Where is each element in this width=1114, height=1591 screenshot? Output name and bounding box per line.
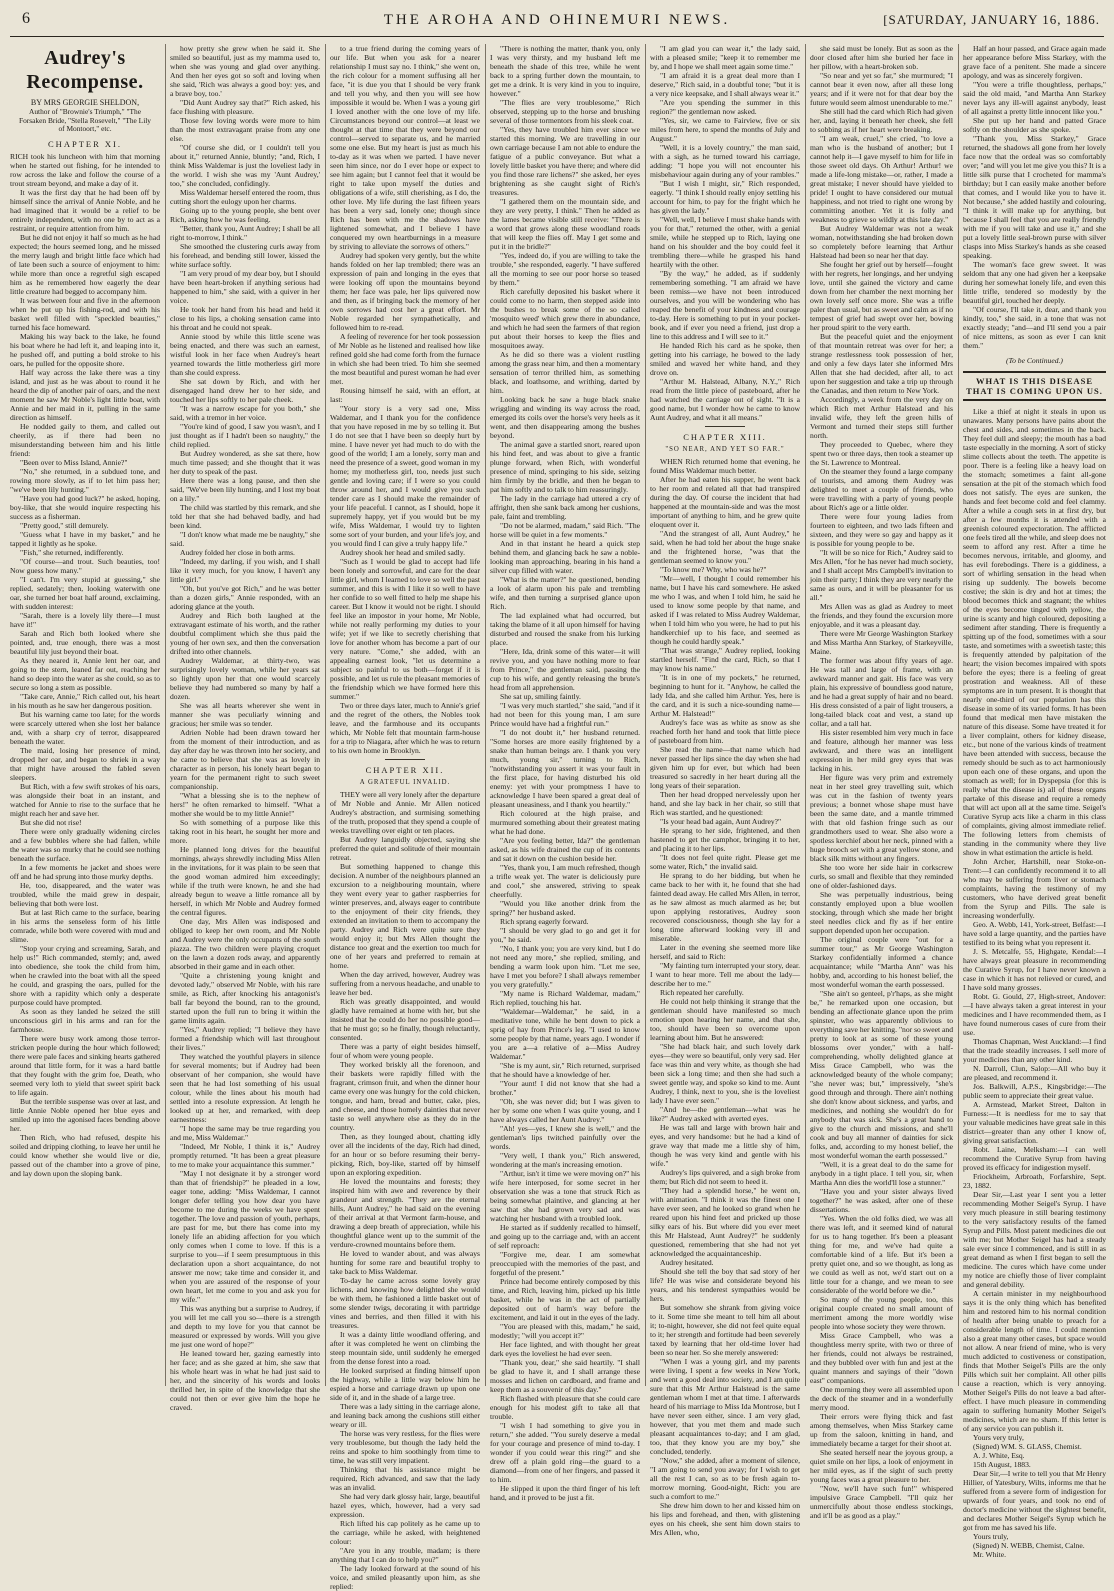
paragraph: He started as if suddenly recalled to himself, and going up to the carriage and, with an accent of self reproach: [490, 1223, 640, 1250]
paragraph: "Yes, they have troubled him ever since we started this morning. We are travelling in our own carriage because I am not able to endure the fatigue of a public conveyance. But what a lovely little basket you have there; and where did you find those rare lichens?" she asked, her eyes brightening as she caught sight of Rich's treasures. [490, 125, 640, 197]
paragraph: But the terrible suspense was over at last, and little Annie Noble opened her blue eyes and smiled up into the agonised faces bending above her. [10, 1096, 160, 1133]
paragraph: "But I wish I might, sir," Rich responded, eagerly. "I think I should really enjoy settling his account for him, to pay for the fright which he has given the lady." [650, 179, 800, 215]
paragraph: So with something of a purpose like this taking root in his heart, he sought her more and more. [170, 818, 320, 845]
paragraph: When the day arrived, however, Audrey was suffering from a nervous headache, and unable to leave her bed. [330, 970, 480, 997]
paragraph: 15th August, 1883. [973, 1460, 1031, 1469]
paragraph: "I should be very glad to go and get it for you," he said. [490, 926, 640, 944]
paragraph: But Rich, with a few swift strokes of his oars, was alongside their boat in an instant, and watched for Annie to rise to the surface that he might reach her and save her. [10, 781, 160, 818]
paragraph: "Indeed, Mr Noble, I think it is," Audrey promptly returned. "It has been a great pleasure to me to make your acquaintance this summer." [170, 1142, 320, 1169]
paragraph: They worked briskly all the forenoon, and their baskets were rapidly filled with the fragrant, crimson fruit, and when the dinner hour came every one was hungry for the cold chicken, tongue, and ham, bread and butter, cake, pies, and cheese, and those homely dainties that never taste so well anywhere else as they do in the country. [330, 1060, 480, 1132]
paragraph: A. Armstead, Market Street, Dalton in Furness:—It is needless for me to say that your valuable medicines have great sale in this district—greater than any other I know of, giving great satisfaction. [963, 1100, 1106, 1145]
paragraph: She seated herself near the joyous group, a quiet smile on her lips, a look of enjoyment in her mild eyes, as if the sight of such pretty young faces was a great pleasure to her. [810, 1448, 953, 1484]
paragraph: "Of course—and trout. Such beauties, too! Now guess how many." [10, 556, 160, 575]
paragraph: "Have you had good luck?" he asked, hoping, boy-like, that she would inquire respecting his success as a fisherman. [10, 493, 160, 521]
paragraph: Prince had become entirely composed by this time, and Rich, leaving him, picked up his little basket, while he was in the act of partially deposited out of harm's way before the excitement, and laid it out in the eyes of the lady. [490, 1277, 640, 1322]
paragraph: Audrey folded her close in both arms. [180, 548, 295, 557]
column-divider [958, 44, 959, 1386]
paragraph: He loved to wander about, and was always hunting for some rare and beautiful trophy to take back to Miss Waldemar. [330, 1249, 480, 1276]
paragraph: Audrey shook her head and smiled sadly. [340, 548, 465, 557]
paragraph: "I can't. I'm very stupid at guessing," she replied, sedately; then, looking waterwith one oar, she turned her boat half around, exclaiming, with sudden interest: [10, 574, 160, 611]
paragraph: As they neared it, Annie lent her oar, and going to the stern, leaned far out, reaching her hand so deep into the water as she could, so as to secure so long a stem as possible. [10, 655, 160, 692]
column-divider [645, 44, 646, 1386]
paragraph: After he had eaten his supper, he went back to her room and related all that had transpired during the day. Of course the incident that had happened at the mountain-side and was the most important of anything to him, and he grew quite eloquent over it. [650, 475, 800, 529]
paragraph: He loved the mountains and forests; they inspired him with awe and reverence by their grandeur and strength. "They are the eternal hills, Aunt Audrey," he had said on the evening of their arrival at that Vermont farm-house, and drawing a deep breath of appreciation, while his thoughtful glance went up to the summit of the verdure-crowned mountains before them. [330, 1177, 480, 1249]
paragraph: "It will be so nice for Rich," Audrey said to Mrs Allen, "for he has never had much society, and I shall accept Mrs Campbell's invitation to join their party; I think they are very nearly the same as ours, and it will be pleasanter for us all." [810, 548, 953, 602]
paragraph: There were busy work among those terror-stricken people during the hour which followed; there were pale faces and sinking hearts gathered around that little form, for it was a hard battle that they fought with the grim foe, Death, who seemed very loth to yield that sweet spirit back to life again. [10, 1033, 160, 1097]
paragraph: "Here, Ida, drink some of this water—it will revive you, and you have nothing more to fear from Prince," the gentleman said, passing the cup to his wife, and gently releasing the brute's head from all apprehension. [490, 647, 640, 692]
paragraph: "Well, well, I believe I must shake hands with you for that," returned the other, with a genial smile, while he stepped up to Rich, laying one hand on his shoulder and the boy could feel it trembling there—while he grasped his hand heartily with the other. [650, 215, 800, 269]
paragraph: He sprang to her side, frightened, and then hastened to get the camphor, bringing it to her, and placing it to her lips. [650, 826, 800, 853]
column-6-body [810, 44, 953, 1520]
paragraph: "Are you feeling better, Ida?" the gentleman asked, as his wife drained the cup of its contents and sat it down on the cushion beside her. [490, 836, 640, 863]
chapter-subtitle-13: "SO NEAR, AND YET SO FAR." [665, 446, 785, 453]
paragraph: She sat up, smiling faintly. [500, 692, 581, 701]
section-rule [705, 426, 745, 427]
paragraph: Rich coloured at the high praise, and murmured something about their greatest mating what he had done. [490, 809, 640, 836]
paragraph: "Yes, indeed do, if you are willing to take the trouble," she responded, eagerly. "I have suffered all the morning to see our poor horse so teased by them." [490, 251, 640, 287]
paragraph: But somehow she shrank from giving voice to it. Some time she meant to tell him all about it; to-night, however, she did not feel quite equal to it; her strength and fortitude had been severely taxed by learning that her old-time lover had been so near her. So she merely answered: [650, 1303, 800, 1357]
paragraph: "Well, it is a lovely country," the man said, with a sigh, as he turned toward his carriage, adding: "I hope you will not encounter his misbehaviour again during any of your rambles." [650, 143, 800, 179]
paragraph: "I am weak, cruel," she cried, "to love a man who is the husband of another; but I cannot help it—I gave myself to him for life in those sweet old days. Oh Arthur! Arthur! we made a life-long mistake—or, rather, I made a great mistake; I never should have yielded to pride! I ought to have considered our mutual happiness, and not tried to right one wrong by committing another. Yet it is folly and weakness to grieve so wildly at this late day." [810, 134, 953, 224]
column-1 [10, 44, 160, 1386]
paragraph: Audrey Waldemar, at thirty-two, was surprisingly lovely woman, while her years sat so lightly upon her that one would scarcely believe they had numbered so many by half a dozen. [170, 656, 320, 701]
paragraph: But Audrey wondered, as she sat there, how much time passed; and she thought that it was her duty to speak of the past. [170, 449, 320, 476]
paragraph: He was tall and large with brown hair and eyes, and very handsome: but he had a kind of grave way that made me a little shy of him, though he was very kind and gentle with his wife." [650, 1123, 800, 1168]
column-3 [330, 44, 480, 1591]
paragraph: Thomas Chapman, West Auckland:—I find that the trade steadily increases. I sell more of your medicines than any other kind. [963, 1037, 1106, 1064]
paragraph: Rich carefully deposited his basket where it could come to no harm, then stepped aside into the bushes to break some of the so called 'mosquito weed' which grew there in abundance, and which he had seen the farmers of that region put about their horses to keep the flies and mosquitoes away. [490, 287, 640, 350]
paragraph: "Of course, I'll take it, dear, and thank you kindly, too," she said, in a tone that was not exactly steady; "and—and I'll send you a pair of nice mittens, as soon as ever I can knit them." [963, 305, 1106, 350]
paragraph: The lad explained what had occurred, but taking the blame of it all upon himself for having disturbed and roused the snake from his lurking place. [490, 611, 640, 647]
paragraph: The lady looked forward at the sound of his voice, and smiled pleasantly upon him, as she replied: [330, 1564, 480, 1591]
paragraph: "It was a narrow escape for you both," she said, with a tremor in her voice. [170, 404, 320, 422]
newspaper-title: THE AROHA AND OHINEMURI NEWS. [383, 12, 731, 28]
paragraph: Audrey hesitated. [660, 1258, 714, 1267]
paragraph: "So near and yet so far," she murmured; "I cannot bear it even now, after all these long years; and if it were not for that dear boy the future would seem almost unendurable to me." [810, 71, 953, 107]
paragraph: It was between four and five in the afternoon when he put up his fishing-rod, and with his basket well filled with "speckled beauties," turned his face homeward. [10, 295, 160, 332]
paragraph: "Are you in any trouble, madam; is there anything that I can do to help you?" [330, 1546, 480, 1564]
paragraph: "Quite a christening young knight and devoted lady," observed Mr Noble, with his rare smile, as Rich, after knocking his antagonist's ball far beyond the bound, ran to the ground, started upon the full run to bring it within the game limits again. [170, 971, 320, 1025]
paragraph: "I don't know what made me be naughty," she said. [170, 530, 320, 548]
paragraph: She too wore her side hair in corkscrew curls, so small and flexible that they reminded one of older-fashioned days. [810, 863, 953, 890]
paragraph: She sat down by Rich, and with her disengaged hand drew her to her side, and touched her lips softly to her pale cheek. [170, 377, 320, 404]
paragraph: "Been over to Miss Island, Annie?" [20, 457, 128, 467]
paragraph: The woman's face grew sweet. It was seldom that any one had given her a keepsake during her somewhat lonely life, and even this little trifle, tendered so modestly by the beautiful girl, touched her deeply. [963, 260, 1106, 305]
paragraph: "Better, thank you, Aunt Audrey; I shall be all right to-morrow, I think." [170, 224, 320, 242]
paragraph: "Waldemar—Waldemar," he said, in a meditative tone, while he bent down to pick a sprig of hay from Prince's leg. "I used to know some people by that name, years ago. I wonder if you are a—a relative of a—Miss Audrey Waldemar." [490, 1007, 640, 1061]
paragraph: Audrey had spoken very gently, but the white hands folded on her lap trembled; there was an expression of pain and longing in the eyes that were looking off upon the mountains beyond them; her face was pale, her lips quivered now and then, as if bringing back the memory of her own sorrows had cost her a great effort. Mr Noble regarded her sympathetically, and followed him to re-read. [330, 251, 480, 332]
paragraph: The animal gave a startled snort, reared upon his hind feet, and was about to give a frantic plunge forward, when Rich, with wonderful presence of mind, springing to his side, seizing him firmly by the bridle, and then he began to pat him softly and to talk to him reassuringly. [490, 440, 640, 494]
chapter-subtitle-12: A GRATEFUL INVALID. [359, 779, 451, 786]
paragraph: To-day he came across some lovely gray lichens, and knowing how delighted she would be with them, he fashioned a little basket out of some slender twigs, decorating it with partridge vines and berries, and then filled it with his treasures. [330, 1276, 480, 1330]
column-6 [810, 44, 953, 1520]
paragraph: It was the first day that he had been off by himself since the arrival of Annie Noble, and he had imagined that it would be a relief to be entirely independent, with no one by to act as a restraint, or require attention from him. [10, 187, 160, 233]
paragraph: "Arthur, isn't it time we were moving on?" his wife here interposed, for some secret in her observation she was a tone that struck Rich as being somewhat plaintive, and glancing at her saw that she had grown very sad and was watching her husband with a troubled look. [490, 1169, 640, 1223]
paragraph: Robt. Laine, Melksham:—I can well recommend the Curative Syrup from having proved its efficacy for indigestion myself. [963, 1145, 1106, 1172]
paragraph: "What a blessing she is to the nephew of hers!" he often remarked to himself. "What a mother she would be to my little Annie!" [170, 791, 320, 818]
paragraph: He leaned toward her, gazing earnestly into her face; and as she gazed at him, she saw that his whole heart was in what he had just said to her, and the sincerity of his words and looks thrilled her, in spite of the knowledge that she could not then or ever give him the hope he craved. [170, 1349, 320, 1412]
paragraph: As soon as they landed he seized the still unconscious girl in his arms and ran for the farmhouse. [10, 1006, 160, 1034]
paragraph: But Audrey languidly objected, saying she preferred the quiet and solitude of their mountain retreat. [330, 835, 480, 862]
paragraph: "Arthur M. Halstead, Albany, N.Y.," Rich read from the little piece of pasteboard, after he had watched the carriage out of sight. "It is a good name, but I wonder how he came to know Aunt Audrey, and what it all means." [650, 377, 800, 422]
paragraph: Accordingly, a week from the very day on which Rich met Arthur Halstead and his invalid wife, they left the green hills of Vermont and turned their steps still further north. [810, 395, 953, 440]
paragraph: Here there was a long pause, and then she said, "We've been lily hunting, and I lost my boat on a lily." [170, 476, 320, 503]
paragraph: She drew him down to her and kissed him on his lips and forehead, and then, with glistening eyes on his cheek, she sent him down stairs to Mrs Allen, who, [650, 1501, 800, 1537]
paragraph: "That was strange," Audrey replied, looking startled herself. "Find the card, Rich, so that I may know his name." [650, 646, 800, 673]
paragraph: There was a party of eight besides himself, four of whom were young people. [330, 1042, 480, 1060]
column-5-body-b [650, 457, 800, 1537]
column-2 [170, 44, 320, 1412]
story-title: Audrey's Recompense. [26, 47, 144, 93]
paragraph: "Very well, I thank you," Rich answered, wondering at the man's increasing emotion. [490, 1151, 640, 1169]
paragraph: "May I not designate it by a stronger word than that of friendship?" he pleaded in a low, eager tone, adding: "Miss Waldemar, I cannot longer defer telling you how dear you have become to me during the weeks we have spent together. The love and passion of youth, perhaps, are past for me, but there has come into my lonely life an abiding affection for you which only comes when I come to love. If this is a surprise to you—if I seem presumptuous in this declaration upon a short acquaintance, do not answer me now; take time and consider it, and when you are assured of the response of your own heart, let me come to you and ask you for my wife." [170, 1169, 320, 1304]
paragraph: Audrey and Rich both laughed at the extravagant estimate of his worth, and the rather doubtful compliment which she thus paid the young of her own sex, and then the conversation drifted into other channels. [170, 611, 320, 656]
paragraph: So many of the young people, too, this original couple created no small amount of merriment among the more worldly wise people into whose society they were thrown. [810, 1295, 953, 1331]
paragraph: Thinking that his assistance might be required, Rich advanced, and saw that the lady was an invalid. [330, 1465, 480, 1492]
paragraph: On the steamer they found a large company of tourists, and among them Audrey was delighted to meet a couple of friends, who were travelling with a party of young people about Rich's age or a little older. [810, 467, 953, 512]
column-divider [165, 44, 166, 1386]
paragraph: The former was about fifty years of age. He was tall and large of frame, with an awkward manner and gait. His face was very plain, his expressive of boundless good nature, and he had a great supply of hair and no beard. His dress consisted of a pair of light trousers, a long-tailed black coat and vest, a stand up collar, and a tall hat. [810, 656, 953, 728]
column-2-body [170, 44, 320, 1412]
paragraph: A feeling of reverence for her took possession of Mr Noble as he listened and realised how like refined gold she had come forth from the furnace in which she had been tried. To him she seemed the most beautiful and purest woman he had ever met. [330, 332, 480, 386]
paragraph: This was anything but a surprise to Audrey, if you will let me call you so—there is a strength and depth to my love for you that cannot be measured or expressed by words. Will you give me just one word of hope?" [170, 1304, 320, 1349]
paragraph: Mr. White. [973, 1550, 1006, 1559]
paragraph: J. S. Metcalfe, 55, Highgate, Kendal:—I have always great pleasure in recommending the Curative Syrup, for I have never known a case in which it has not relieved or cured, and I have sold many grosses. [963, 947, 1106, 992]
paragraph: He planned long drives for the beautiful mornings, always shrewdly including Miss Allen in the invitations, for it was plain to be seen that the good woman admired him exceedingly; while if the truth were known, he and she had already begun to weave a little romance all by herself, in which Mr Noble and Audrey formed the central figures. [170, 845, 320, 917]
paragraph: "Now," she added, after a moment of silence, "I am going to send you away; for I wish to get all the rest I can, so as to be fresh again to-morrow morning. Good-night, Rich: you are such a comfort to me." [650, 1456, 800, 1501]
paragraph: "Thank you, dear," she said heartily. "I shall be glad to have it, and I shall arrange these mosses and lichen on cardboard, and frame and keep them as a souvenir of this day." [490, 1358, 640, 1394]
paragraph: THEY were all very lonely after the departure of Mr Noble and Annie. Mr Allen noticed Audrey's abstraction, and surmising something of the truth, proposed that they spend a couple of weeks travelling over eight or ten places. [330, 790, 480, 835]
paragraph: Dear Sir,—Last year I sent you a letter recommending Mother Seigel's Syrup. I have very much pleasure in still bearing testimony to the very satisfactory results of the famed Syrup and Pills. Most patent medicines die out with me; but Mother Seigel has had a steady sale ever since I commenced, and is still in as great demand as when I first began to sell the medicine. The cures which have come under my notice are chiefly those of liver complaint and general debility. [963, 1190, 1106, 1289]
column-5 [650, 44, 800, 1537]
paragraph: "I am very proud of my dear boy, but I should have been heart-broken if anything serious had happened to him," she said, with a quiver in her voice. [170, 269, 320, 305]
paragraph: There was a lady sitting in the carriage alone, and leaning back among the cushions still either weary or ill. [330, 1402, 480, 1429]
paragraph: Looking back he saw a huge black snake wriggling and winding its way across the road, emerged its coils over the horse's very heels as it went, and then disappearing among the bushes beyond. [490, 395, 640, 440]
paragraph: "You are pleased with this, madam," he said, modestly; "will you accept it?" [490, 1322, 640, 1340]
paragraph: Friockheim, Arbroath, Forfarshire, Sept. 23, 1882. [963, 1172, 1106, 1190]
masthead-rule [10, 36, 1104, 37]
paragraph: "Are you spending the summer in this region?" the gentleman now asked. [650, 98, 800, 116]
paragraph: "No, I thank you; you are very kind, but I do not need any more," she replied, smiling, and bending a warm look upon him. "Let me see, have I met you before? I shall always remember you very gratefully." [490, 944, 640, 989]
issue-date: [SATURDAY, JANUARY 16, 1886. [883, 12, 1100, 27]
paragraph: John Archer, Hartshill, near Stoke-on-Trent:—I can confidently recommend it to all who may be suffering from liver or stomach complaints, having the testimony of my customers, who have derived great benefit from the Syrup and Pills. The sale is increasing wonderfully. [963, 857, 1106, 920]
paragraph: "There is nothing the matter, thank you, only I was very thirsty, and my husband left me beneath the shade of this tree, while he went back to a spring further down the mountain, to get me a drink. It is very kind in you to inquire, however." [490, 44, 640, 98]
column-3-body-b [330, 790, 480, 1591]
paragraph: She had very dark glossy hair, large, beautiful hazel eyes, which, however, had a very sad expression. [330, 1492, 480, 1519]
paragraph: She was perpetually industrious, being constantly employed upon a blue woollen stocking, through which she made her bright steel needles click and fly as if her entire support depended upon her occupation. [810, 890, 953, 935]
advertisement-title: WHAT IS THIS DISEASE THAT IS COMING UPON US. [966, 376, 1103, 396]
paragraph: Adrien Noble had been drawn toward her from the moment of their introduction, and as day after day he was thrown into her society, and he came to believe that she was as lovely in character as in person, his lonely heart began to yearn for the permanent right to such sweet companionship. [170, 728, 320, 791]
paragraph: "Of course she did, or I couldn't tell you about it," returned Annie, bluntly; "and, Rich, I think Miss Waldemar is just the loveliest lady in the world. I wish she was my 'Aunt Audrey,' too," she concluded, confidingly. [170, 143, 320, 188]
column-4 [490, 44, 640, 1502]
paragraph: She smoothed the clustering curls away from his forehead, and bending still lower, kissed the white surface softly. [170, 242, 320, 269]
paragraph: "You were a trifle thoughtless, perhaps," said the old maid, "and Martha Ann Starkey never lays any ill-will against anybody, least of all against a pretty little innocent like you." [963, 80, 1106, 116]
paragraph: But he did not enjoy it half so much as he had expected; the hours seemed long, and he missed the merry laugh and bright little face which had of late been such a source of enjoyment to him: while more than once a regretful sigh escaped him as he remembered how eagerly the dear little creature had begged to accompany him. [10, 232, 160, 296]
paragraph: "I am afraid it is a great deal more than I deserve," Rich said, in a doubtful tone; "but it is a very nice keepsake, and I shall always wear it." [650, 71, 800, 98]
paragraph: But something happened to change this decision. A number of the neighbours planned an excursion to a neighbouring mountain, where they went every year to gather raspberries for winter preserves, and, always eager to contribute to the enjoyment of their city friends, they extended an invitation to them to accompany the party. Audrey and Rich were quite sure they would enjoy it; but Mrs Allen thought the distance too great and the exertion too much for one of her years and preferred to remain at home. [330, 862, 480, 970]
paragraph: There were Mr George Washington Starkey and Miss Martha Ann Starkey, of Starkeyville, Maine. [810, 629, 953, 656]
paragraph: "My fainting turn interrupted your story, dear. I want to hear more. Tell me about the lady—describe her to me." [650, 961, 800, 988]
paragraph: Half way across the lake there was a tiny island, and just as he was about to round it he heard the dip of another pair of oars, and the next moment he saw Mr Noble's light little boat, with Annie and her maid in it, pulling in the same direction as himself. [10, 367, 160, 422]
paragraph: (Signed) WM. S. GLASS, Chemist. [973, 1442, 1082, 1451]
story-byline: BY MRS GEORGIE SHELDON, [30, 98, 140, 107]
to-be-continued: (To be Continued.) [1006, 356, 1063, 365]
paragraph: "Now, we'll have such fun!" whispered impulsive Grace Campbell. "I'll quiz her unmercifully about those endless stockings, and it'll be as good as a play." [810, 1484, 953, 1520]
paragraph: "And the strangest of all, Aunt Audrey," he said, when he had told her about the huge snake and the frightened horse, "was that the gentleman seemed to know you." [650, 529, 800, 565]
paragraph: Then her head dropped nervelessly upon her hand, and she lay back in her chair, so still that Rich was startled, and he questioned: [650, 790, 800, 817]
paragraph: But his warning came too late; for the words were scarcely uttered when she lost her balance and, with a sharp cry of terror, disappeared beneath the water. [10, 709, 160, 746]
column-3-body-a [330, 44, 480, 755]
paragraph: "Do not be alarmed, madam," said Rich. "The horse will be quiet in a few moments." [490, 521, 640, 539]
paragraph: "My name is Richard Waldemar, madam," Rich replied, touching his hat. [490, 989, 640, 1007]
column-5-body-a [650, 44, 800, 422]
paragraph: She put up her hand and patted Grace softly on the shoulder as she spoke. [963, 116, 1106, 134]
paragraph: "I hope the same may be true regarding you and me, Miss Waldemar." [170, 1124, 320, 1142]
paragraph: One day, Mrs Allen was indisposed and obliged to keep her own room, and Mr Noble and Audrey were the only occupants of the south piazza. The two children were playing croquet on the lawn a dozen rods away, and apparently absorbed in their game and in each other. [170, 917, 320, 971]
paragraph: "Take care, Annie," Rich called out, his heart in his mouth as he saw her dangerous position. [10, 691, 160, 710]
paragraph: Rich sprang eagerly forward. [500, 917, 589, 926]
paragraph: He took her hand from his head and held it close to his lips, a choking sensation came into his throat and he could not speak. [170, 305, 320, 332]
paragraph: "When I was a young girl, and my parents were living, I spent a few weeks in New York, and went a good deal into society, and I am quite sure that this Mr Arthur Halstead is the same gentleman whom I met at that time. I afterwards heard of his marriage to Miss Ida Montrose, but I have never seen either, since. I am very glad, however, that you met them and made such pleasant acquaintances to-day; and I am glad, too, that they know you are my boy," she concluded, tenderly. [650, 1357, 800, 1456]
paragraph: "The flies are very troublesome," Rich observed, stepping up to the horse and brushing several of those tormentors from his sleek coat. [490, 98, 640, 125]
paragraph: "She is my aunt, sir," Rich returned, surprised that he should have a knowledge of her. [490, 1061, 640, 1079]
paragraph: They watched the youthful players in silence for several moments; but if Audrey had been observant of her companion, she would have seen that he had lost something of his usual colour, while the lines about his mouth had settled into a resolute expression. At length he looked up at her, and remarked, with deep earnestness: [170, 1052, 320, 1124]
section-rule [385, 759, 425, 760]
paragraph: Rousing himself he said, with an effort, at last: [330, 386, 480, 404]
paragraph: Her face lighted, and with thought her great dark eyes the loveliest he had ever seen. [490, 1340, 640, 1358]
paragraph: "I do not doubt it," her husband returned. "Some horses are more easily frightened by a snake than human beings are. I thank you very much, young sir," turning to Rich, "notwithstanding you assert it was your fault in the first place, for having disturbed his old enemy: yet with your promptness I have to acknowledge I have been spared a great deal of pleasant uneasiness, and I thank you heartily." [490, 728, 640, 809]
paragraph: (Signed) N. WEBB, Chemist, Calne. [973, 1541, 1085, 1550]
paragraph: The child was startled by this remark, and she told her that she had behaved badly, and had been kind. [170, 503, 320, 530]
paragraph: The maid, losing her presence of mind, dropped her oar, and began to shriek in a way that might have aroused the fabled seven sleepers. [10, 745, 160, 782]
paragraph: how pretty she grew when he said it. She smiled so beautiful, just as my mamma used to, when she was young and glad over anything. And then her eyes got so soft and loving when she said, 'Rich was always a good boy: yes, and a brave boy, too.' [170, 44, 320, 98]
paragraph: Sarah and Rich both looked where she pointed, and, true enough, there was a most beautiful lily just beyond their boat. [10, 628, 160, 656]
paragraph: "She had black hair, and such lovely dark eyes—they were so beautiful, only very sad. Her face was thin and very white, as though she had been sick a long time; and then she had such a sweet gentle way, and spoke so kind to me. Aunt Audrey, I think, next to you, she is the loveliest lady I have ever seen." [650, 1042, 800, 1105]
paragraph: "She ain't so genteel, p'r'haps, as she might be," he remarked upon one occasion, but bending an affectionate glance upon the prim spinster, who was apparently oblivious to everything save her knitting. "nor so sweet and pretty to look at as some of these young blossoms over yonder," with a half-comprehending, wholly delighted glance at Miss Grace Campbell, who was the acknowledged beauty of the whole company; "she never was; but," impressively, "she's good through and through. There ain't nothing she don't know about sickness, and yarbs, and medicines, and nothing she wouldn't do for anybody that was sick. She's a great hand to give to the church and missions, and she'll cook and buy all manner of dainties for sick folks, and, according to my honest belief, the most wonderful woman the earth possessed." [810, 989, 953, 1160]
paragraph: Audrey's face was as white as snow as she reached forth her hand and took that little piece of pasteboard from him. [650, 718, 800, 745]
page-number: 6 [22, 10, 30, 27]
paragraph: His sister resembled him very much in face and feature, although her manner was less awkward, and there was an intelligent expression in her mild grey eyes that was lacking in his. [810, 728, 953, 773]
paragraph: Rich flashed with pleasure that she could care enough for his modest gift to take all that trouble. [490, 1394, 640, 1421]
paragraph: "Forgive me, dear. I am somewhat preoccupied with the memories of the past, and forgetful of the present." [490, 1250, 640, 1277]
paragraph: "Mr—well, I thought I could remember his name, but I have his card somewhere. He asked me who I was, and when I told him, he said he used to know some people by that name, and asked if I was related to Miss Audrey Waldemar, when I told him who you were, he had to put his handkerchief up to his face, and seemed as though he could hardly speak." [650, 574, 800, 646]
paragraph: "I was very much startled," she said, "and if it had not been for this young man, I am sure Prince would have had a frightful run." [490, 701, 640, 728]
paragraph: Should she tell the boy that sad story of her life? He was wise and considerate beyond his years, and his tenderest sympathies would be hers. [650, 1267, 800, 1303]
chapter-heading-11: CHAPTER XI. [48, 138, 122, 149]
paragraph: Later in the evening she seemed more like herself, and said to Rich: [650, 943, 800, 961]
paragraph: A certain minister in my neighbourhood says it is the only thing which has benefited him and restored him to his normal condition of health after being unable to preach for a considerable length of time. I could mention also a great many other cases, but space would not allow. A near friend of mine, who is very much addicted to costiveness or constipation, finds that Mother Seigel's Pills are the only Pills which suit her complaint. All other pills cause a reaction, which is very annoying. Mother Seigel's Pills do not leave a bad after-effect. I have much pleasure in commending again to suffering humanity Mother Seigel's medicines, which are no sham. If this letter is of any service you can publish it. [963, 1289, 1106, 1433]
paragraph: Dear Sir,—I write to tell you that Mr Henry Hillier, of Yatesbury, Wilts, informs me that he suffered from a severe form of indigestion for upwards of four years, and took no end of doctor's medicine without the slightest benefit, and declares Mother Seigel's Syrup which he got from me has saved his life. [963, 1469, 1106, 1532]
chapter-heading-12: CHAPTER XII. [365, 765, 445, 775]
paragraph: "To know me? Why, who was he?" [660, 565, 767, 574]
advertisement-header [963, 371, 1106, 401]
paragraph: "Yes. When the old folks died, we was all there was left, and it seemed kind of natural for us to hang together. It's been a pleasant thing for me, and we've had quite a comfortable kind of a life. But it's been a pretty quiet one, and so we thought, as long as we could as well as not, we'd start out on a little tour for a change, and we mean to see considerable of the world before we die." [810, 1214, 953, 1295]
paragraph: There were only gradually widening circles and a few bubbles where she had fallen, while the water was so murky that he could see nothing beneath the surface. [10, 826, 160, 863]
paragraph: "Fish," she returned, indifferently. [20, 547, 124, 557]
column-7 [963, 44, 1106, 1559]
paragraph: "They had a splendid horse," he went on, with animation. "I think it was the finest one I have ever seen, and he looked so grand when he reared upon his hind feet and pricked up those silky ears of his. But where did you ever meet this Mr Halstead, Aunt Audrey?" he suddenly questioned, remembering that she had not yet acknowledged the acquaintanceship. [650, 1186, 800, 1258]
paragraph: N. Darroll, Clun, Salop:—All who buy it are pleased, and recommend it. [963, 1064, 1106, 1082]
column-divider [485, 44, 486, 1386]
paragraph: He looked surprised at finding himself upon the highway, while a little way below him he espied a horse and carriage drawn up upon one side of it, and in the shade of a large tree. [330, 1366, 480, 1402]
paragraph: Jos. Balkwill, A.P.S., Kingsbridge:—The public seem to appreciate their great value. [963, 1082, 1106, 1100]
paragraph: He handed Rich his card as he spoke, then getting into his carriage, he bowed to the lady smiled and waved her white hand, and they drove on. [650, 341, 800, 377]
paragraph: Geo. A. Webb, 141, York-street, Belfast:—I have sold a large quantity, and the parties have testified to its being what you represent it. [963, 920, 1106, 947]
paragraph: Rich was greatly disappointed, and would gladly have remained at home with her, but she insisted that he could do her no possible good—that he must go; so he finally, though reluctantly, consented. [330, 997, 480, 1042]
paragraph: "Yes," Audrey replied; "I believe they have formed a friendship which will last throughout their lives." [170, 1025, 320, 1052]
paragraph: "Have you and your sister always lived together?" he was asked, after one of these dissertations. [810, 1187, 953, 1214]
paragraph: Making his way back to the lake, he found his boat where he had left it, and leaping into it, he pushed off, and putting a bold stroke to his oars, he pulled for the opposite shore. [10, 331, 160, 368]
paragraph: "It is in one of my pockets," he returned, beginning to hunt for it. "Anyhow, he called the lady Ida, and she called him Arthur. Yes, here is the card, and it is such a nice-sounding name—Arthur M. Halstead!" [650, 673, 800, 718]
paragraph: "Yes, sir, we came to Fairview, five or six miles from here, to spend the months of July and August." [650, 116, 800, 143]
paragraph: Two or three days later, much to Annie's grief and the regret of the others, the Nobles took leave, and the farmhouse and its occupants which, Mr Noble felt that mountain farm-house for a trip to Niagara, after which he was to return to his own home in Brooklyn. [330, 701, 480, 755]
paragraph: There were four young ladies from fourteen to eighteen, and two lads fifteen and sixteen, and they were so gay and happy as it is possible for young people to be. [810, 512, 953, 548]
paragraph: They proceeded to Quebec, where they spent two or three days, then took a steamer up the St. Lawrence to Montreal. [810, 440, 953, 467]
paragraph: "Oh, she was never did; but I was given to her by some one when I was quite young, and I have always called her Aunt Audrey." [490, 1097, 640, 1124]
paragraph: Miss Grace Campbell, who was a thoughtless merry sprite, with two or three of her friends, could not always be restrained, and they bubbled over with fun and jest at the quaint manners and sayings of their "down east" companions. [810, 1331, 953, 1385]
paragraph: But at last Rich came to the surface, bearing in his arms the senseless form of his little comrade, while both were covered with mud and slime. [10, 907, 160, 944]
column-4-body [490, 44, 640, 1502]
paragraph: Those few loving words were more to him than the most extravagant praise from any one else. [170, 116, 320, 143]
paragraph: Her figure was very prim and extremely neat in her steel grey travelling suit, which was cut in the fashion of twenty years previous; a bonnet whose shape must have been the same date, and a mantle trimmed with that old fashion fringe such as our grandmothers used to wear. She also wore a spotless kerchief about her neck, pinned with a huge brooch set with a great yellow stone, and black silk mitts without any fingers. [810, 773, 953, 863]
paragraph: "Your aunt! I did not know that she had a brother." [490, 1079, 640, 1097]
paragraph: Then, as they lounged about, chatting idly over all the incidents of the day, Rich had dined, for an hour or so before resuming their berry-picking, Rich, boy-like, started off by himself upon an exploring expedition. [330, 1132, 480, 1177]
paragraph: Robt. G. Gould, 27, High-street, Andover:—I have always taken a great interest in your medicines and I have recommended them, as I have found numerous cases of cure from their use. [963, 992, 1106, 1037]
paragraph: Then Rich, who had refused, despite his soiled and dripping clothing, to leave her until he could know whether she would live or die, passed out of the chamber into a grove of pine, and lay down upon the sloping bank. [10, 1132, 160, 1178]
paragraph: RICH took his luncheon with him that morning when he started out fishing, for he intended to row across the lake and follow the course of a trout stream beyond, and make a day of it. [10, 151, 160, 188]
advertisement-body [963, 407, 1106, 1559]
paragraph: He sprang to do her bidding, but when he came back to her with it, he found that she had fainted dead away. He called Mrs Allen, in terror, as he saw almost as much alarmed as he; but upon applying restoratives, Audrey soon recovered consciousness, though she lay for a long time afterward looking very ill and miserable. [650, 871, 800, 943]
paragraph: Rich repeated her carefully. [660, 988, 744, 997]
paragraph: He could not help thinking it strange that the gentleman should have manifested so much emotion upon hearing her name, and that she, too, should have been so overcome upon learning about him. But he answered: [650, 997, 800, 1042]
paragraph: she said must be lonely. But as soon as the door closed after him she buried her face in her pillow, with a heart-broken sob. [810, 44, 953, 71]
column-divider [805, 44, 806, 1386]
paragraph: But Audrey Waldemar was not a weak woman, notwithstanding she had broken down so completely before learning that Arthur Halstead had been so near her that day. [810, 224, 953, 260]
paragraph: "Would you like another drink from the spring?" her husband asked. [490, 899, 640, 917]
paragraph: "Oh, but you've got Rich," and he was better than a dozen girls," Annie responded, with an adoring glance at the youth. [170, 584, 320, 611]
paragraph: Audrey's lips quivered, and a sigh broke from them; but Rich did not seem to heed it. [650, 1168, 800, 1186]
paragraph: Going up to the young people, she bent over Rich, asking how he was feeling. [170, 206, 320, 224]
paragraph: She still had the card which Rich had given her, and, laying it beneath her cheek, she fell to sobbing as if her heart were breaking. [810, 107, 953, 134]
paragraph: Rich lifted his cap politely as he came up to the carriage, while he asked, with heightened colour: [330, 1519, 480, 1546]
paragraph: He, too, disappeared, and the water was troubled, while the maid grew in despair, believing that both were lost. [10, 880, 160, 908]
author-note: Author of "Brownie's Triumph," "The Forsaken Bride, "Stella Rosevelt," "The Lily of Montoort," etc. [19, 107, 151, 134]
paragraph: Their errors were flying thick and fast among themselves, when Miss Starkey came up from the saloon, knitting in hand, and immediately became a target for their shoot at. [810, 1412, 953, 1448]
paragraph: Yours very truly, [973, 1433, 1024, 1442]
paragraph: Miss Waldemar herself entered the room, thus cutting short the eulogy upon her charms. [170, 188, 320, 206]
column-divider [325, 44, 326, 1386]
column-7-body [963, 44, 1106, 350]
paragraph: "You're kind of good, I saw you wasn't, and I just thought as if I hadn't been so naughty," the child replied. [170, 422, 320, 449]
paragraph: "Stop your crying and screaming, Sarah, and help us!" Rich commanded, sternly; and, awed into obedience, she took the child from him, when he crawled into the boat with all the speed he could, and grasping the oars, pulled for the shore with a rapidity which only a desperate purpose could have prompted. [10, 943, 160, 1007]
paragraph: "Sarah, there is a lovely lily there—I must have it!" [10, 610, 160, 629]
paragraph: The horse was very restless, for the flies were very troublesome, but though the lady held the reins and spoke to him soothingly from time to time, he was still very impatient. [330, 1429, 480, 1465]
paragraph: "Pretty good," still demurely. [20, 520, 109, 530]
paragraph: "Guess what I have in my basket," and he tapped it lightly as he spoke. [10, 529, 160, 548]
paragraph: "Your story is a very sad one, Miss Waldemar, and I thank you for the confidence that you have reposed in me by so telling it. But I do not see that I have been so deeply hurt by mine. I have never yet had much to do with the good of the world; I am a lonely, sorry man and need the presence of a sweet, good woman in my home; my motherless girl, too, needs just such gentle and loving care; if I were so you could throw around her, and I would give you such tender care as I should make the remainder of your life peaceful. I cannot, as I should, hope it supremely happy, yet if you would but be my wife, Miss Waldemar, I would try to lighten some sort of your burden, and your life's joy, and you would find I can give a truly happy life." [330, 404, 480, 548]
paragraph: "Such as I would be glad to accept had life been lonely and sorrowful, and care for the dear little girl, whom I learned to love so well the past summer, and this is with I like it so well to have her confide to so well fitted to help me shape his career. But I know it would not be right. I should feel like an impostor in your home, Mr Noble, while not really performing my duties to your wife; yet if we like to secretly cherishing that love for another whom has become a part of our very nature. "Come," she added, with an appealing earnest look, "let us determine a subject so painful to us both—forget if it is possible, and let us rule the pleasant memories of the friendship which we have formed here this summer." [330, 557, 480, 701]
column-1-body [10, 152, 160, 1178]
paragraph: The lady in the carriage had uttered a cry of affright, then she sank back among her cushions, pale, faint and trembling. [490, 494, 640, 521]
paragraph: "Indeed, my darling, if you wish, and I shall like it very much, for you know, I haven't any little girl." [170, 557, 320, 584]
paragraph: "And he—the gentleman—what was he like?" Audrey asked with averted eyes. [650, 1105, 800, 1123]
paragraph: Yours truly, [973, 1532, 1009, 1541]
chapter-heading-13: CHAPTER XIII. [683, 432, 767, 442]
paragraph: WHEN Rich returned home that evening, he found Miss Waldemar much better. [650, 457, 800, 475]
masthead [0, 0, 1114, 42]
paragraph: It was a dainty little woodland offering, and after it was completed he went on climbing the steep mountain side, until suddenly he emerged from the dense forest into a road. [330, 1330, 480, 1366]
paragraph: She fought her grief out by herself—fought with her regrets, her longings, and her undying love, until she gained the victory and came down from her chamber the next morning her own lovely self once more. She was a trifle paler than usual, but as sweet and calm as if no tempest of grief had swept over her, bowing her proud spirit to the very earth. [810, 260, 953, 332]
paragraph: But the peaceful quiet and the enjoyment of that mountain retreat was over for her; a strange restlessness took possession of her, and only a few days later she informed Mrs Allen that she had decided, after all, to act upon her suggestion and take a trip up through the Canadas, and then return to New York. [810, 332, 953, 395]
paragraph: "No," she returned, in a subdued tone, and rowing more slowly, as if to let him pass her; "we've been lily hunting." [10, 466, 160, 494]
paragraph: "Well, it is a great deal to do the same for anybody in a tight place. I tell you, sir, when Martha Ann dies the world'll lose a stunner." [810, 1160, 953, 1187]
paragraph: "Thank you, Miss Starkey," Grace returned, the shadows all gone from her lovely face now that the ordeal was so comfortably over; "and will you let me give you this? It is a little silk purse that I crocheted for mamma's birthday; but I can easily make another before that comes, and I would like you to have it. Not because," she added hastily and colouring, "I think it will make up for anything, but because I shall feel that you are really friendly with me if you will take and use it," and she put a lovely little seal-brown purse with silver clasps into Miss Starkey's hands as she ceased speaking. [963, 134, 1106, 260]
paragraph: "By the way," he added, as if suddenly remembering something. "I am afraid we have been remiss—we have not been introduced ourselves, and you will be wondering who has reaped the benefit of your kindness and courage to-day. Here is something to put in your pocket-book, and if ever you need a friend, just drop a line to this address and I will see to it." [650, 269, 800, 341]
paragraph: Mrs Allen was as glad as Audrey to meet the friends, and they found the excursion more enjoyable, and it was a pleasant day. [810, 602, 953, 629]
paragraph: He slipped it upon the third finger of his left hand, and it proved to be just a fit. [490, 1484, 640, 1502]
paragraph: "It does not feel quite right. Please get me some water, Rich," the invalid said. [650, 853, 800, 871]
paragraph: A. J. White, Esq. [973, 1451, 1025, 1460]
paragraph: Half an hour passed, and Grace again made her appearance before Miss Starkey, with the grave face of a penitent. She made a sincere apology, and was as sincerely forgiven. [963, 44, 1106, 80]
paragraph: to a true friend during the coming years of our life. But when you ask for a nearer relationship I must say no. I think," she went on, the rich colour for a moment suffusing all her face, "it is due you that I should be very frank and tell you why, and then you will see how impossible it would be. When I was a young girl I loved another with the one love of my life. Circumstances beyond our control—at least we thought at that time that they were beyond our control—served to separate us, and he married some one else. But my heart is just as much his to-day as it was when we parted. I have never seen him since, nor do I ever hope or expect to see him again; but I cannot feel that it would be right to take upon myself the duties and obligations of a wife, still cherishing, as I do, the other love. My life during the last fifteen years has been a very sad, lonely one; though since Rich has been with me the shadows have lightened somewhat, and I believe I have conquered my own heartburnings in a measure by striving to alleviate the sorrows of others." [330, 44, 480, 251]
paragraph: "I wish I had something to give you in return," she added. "You surely deserve a medal for your courage and presence of mind to-day. I wonder if you could wear this ring?" and she drew off a plain gold ring—the guard to a diamond—from one of her fingers, and passed it to him. [490, 1421, 640, 1484]
paragraph: One morning they were all assembled upon the deck of the steamer and in a wonderfully merry mood. [810, 1385, 953, 1412]
paragraph: "Did Aunt Audrey say that?" Rich asked, his face flushing with pleasure. [170, 98, 320, 116]
paragraph: "Yes, thank you, I am much refreshed, though a trifle weak yet. The water is deliciously pure and cool," she answered, striving to speak cheerfully. [490, 863, 640, 899]
paragraph: Like a thief at night it steals in upon us unawares. Many persons have pains about the chest and sides, and sometimes in the back. They feel dull and sleepy; the mouth has a bad taste especially in the morning. A sort of sticky slime collects about the teeth. The appetite is poor. There is a feeling like a heavy load on the stomach; sometimes a faint all-gone sensation at the pit of the stomach which food does not satisfy. The eyes are sunken, the hands and feet become cold and feel clammy. After a while a cough sets in at first dry, but after a few months it is attended with a greenish coloured expectoration. The afflicted one feels tired all the while, and sleep does not seem to afford any rest. After a time he becomes nervous, irritable, and gloomy, and has evil forebodings. There is a giddiness, a sort of whirling sensation in the head when rising up suddenly. The bowels become costive; the skin is dry and hot at times; the blood becomes thick and stagnant; the whites of the eyes become tinged with yellow, the urine is scanty and high coloured, depositing a sediment after standing. There is frequently a spitting up of the food, sometimes with a sour taste, and sometimes with a sweetish taste; this is frequently attended by palpitation of the heart; the vision becomes impaired with spots before the eyes; there is a feeling of great prostration and weakness. All of these symptoms are in turn present. It is thought that nearly one-third of our population has this disease in some of its varied forms. It has been found that medical men have mistaken the nature of this disease. Some have treated it for a liver complaint, others for kidney disease, etc., but none of the various kinds of treatment have been attended with success, because the remedy should be such as to act harmoniously upon each one of these organs, and upon the stomach as well; for in Dyspepsia (for this is really what the disease is) all of these organs partake of this disease and require a remedy that will act upon all at the same time. Seigel's Curative Syrup acts like a charm in this class of complaints, giving almost immediate relief. The following letters from chemists of standing in the community where they live show in what estimation the article is held. [963, 407, 1106, 857]
paragraph: And in that instant he heard a quick step behind them, and glancing back he saw a noble-looking man approaching, bearing in his hand a silver cup filled with water. [490, 539, 640, 575]
paragraph: In a few moments he jacket and shoes were off and he had sprung into those murky depths. [10, 862, 160, 881]
paragraph: The original couple were "out for a summer tour," as Mr George Washington Starkey confidentially informed a chance acquaintance; while "Martha Ann" was his hobby, and, according to his honest belief, the most wonderful woman the earth possessed. [810, 935, 953, 989]
paragraph: He nodded gaily to them, and called out cheerily, as if there had been no misunderstanding between him and his little friend: [10, 421, 160, 458]
paragraph: She read the name—that name which had never passed her lips since the day when she had given him up for ever, but which had been treasured so sacredly in her heart during all the long years of their separation. [650, 745, 800, 790]
paragraph: "Ah! yes—yes, I knew she is well," and the gentleman's lips twitched painfully over the words. [490, 1124, 640, 1151]
paragraph: She was all hearts wherever she went in manner she was peculiarly winning and gracious; her smile was so tender. [170, 701, 320, 728]
paragraph: But she did not rise! [20, 817, 82, 827]
paragraph: Annie stood by while this little scene was being enacted, and there was such an earnest, wistful look in her face when Audrey's heart yearned towards the little motherless girl more than she could express. [170, 332, 320, 377]
paragraph: "Is your head bad again, Aunt Audrey?" [660, 817, 782, 826]
paragraph: "I am glad you can wear it," the lady said, with a pleased smile; "keep it to remember me by, and I hope we shall meet again some time." [650, 44, 800, 71]
paragraph: "I gathered them on the mountain side, and they are very pretty, I think." Then he added as the lames became visible still receive: "There is a word that grows along these woodland roads that will keep the flies off. May I get some and put it in the bridle?" [490, 197, 640, 251]
paragraph: As he did so there was a violent rustling among the grass near him, and then a momentary sensation of terror thrilled him, as something black, and loathsome, and writhing, darted by him. [490, 350, 640, 395]
page-columns [10, 44, 1106, 1591]
paragraph: "What is the matter?" he questioned, bending a look of alarm upon his pale and trembling wife, and then turning a surprised glance upon Rich. [490, 575, 640, 611]
